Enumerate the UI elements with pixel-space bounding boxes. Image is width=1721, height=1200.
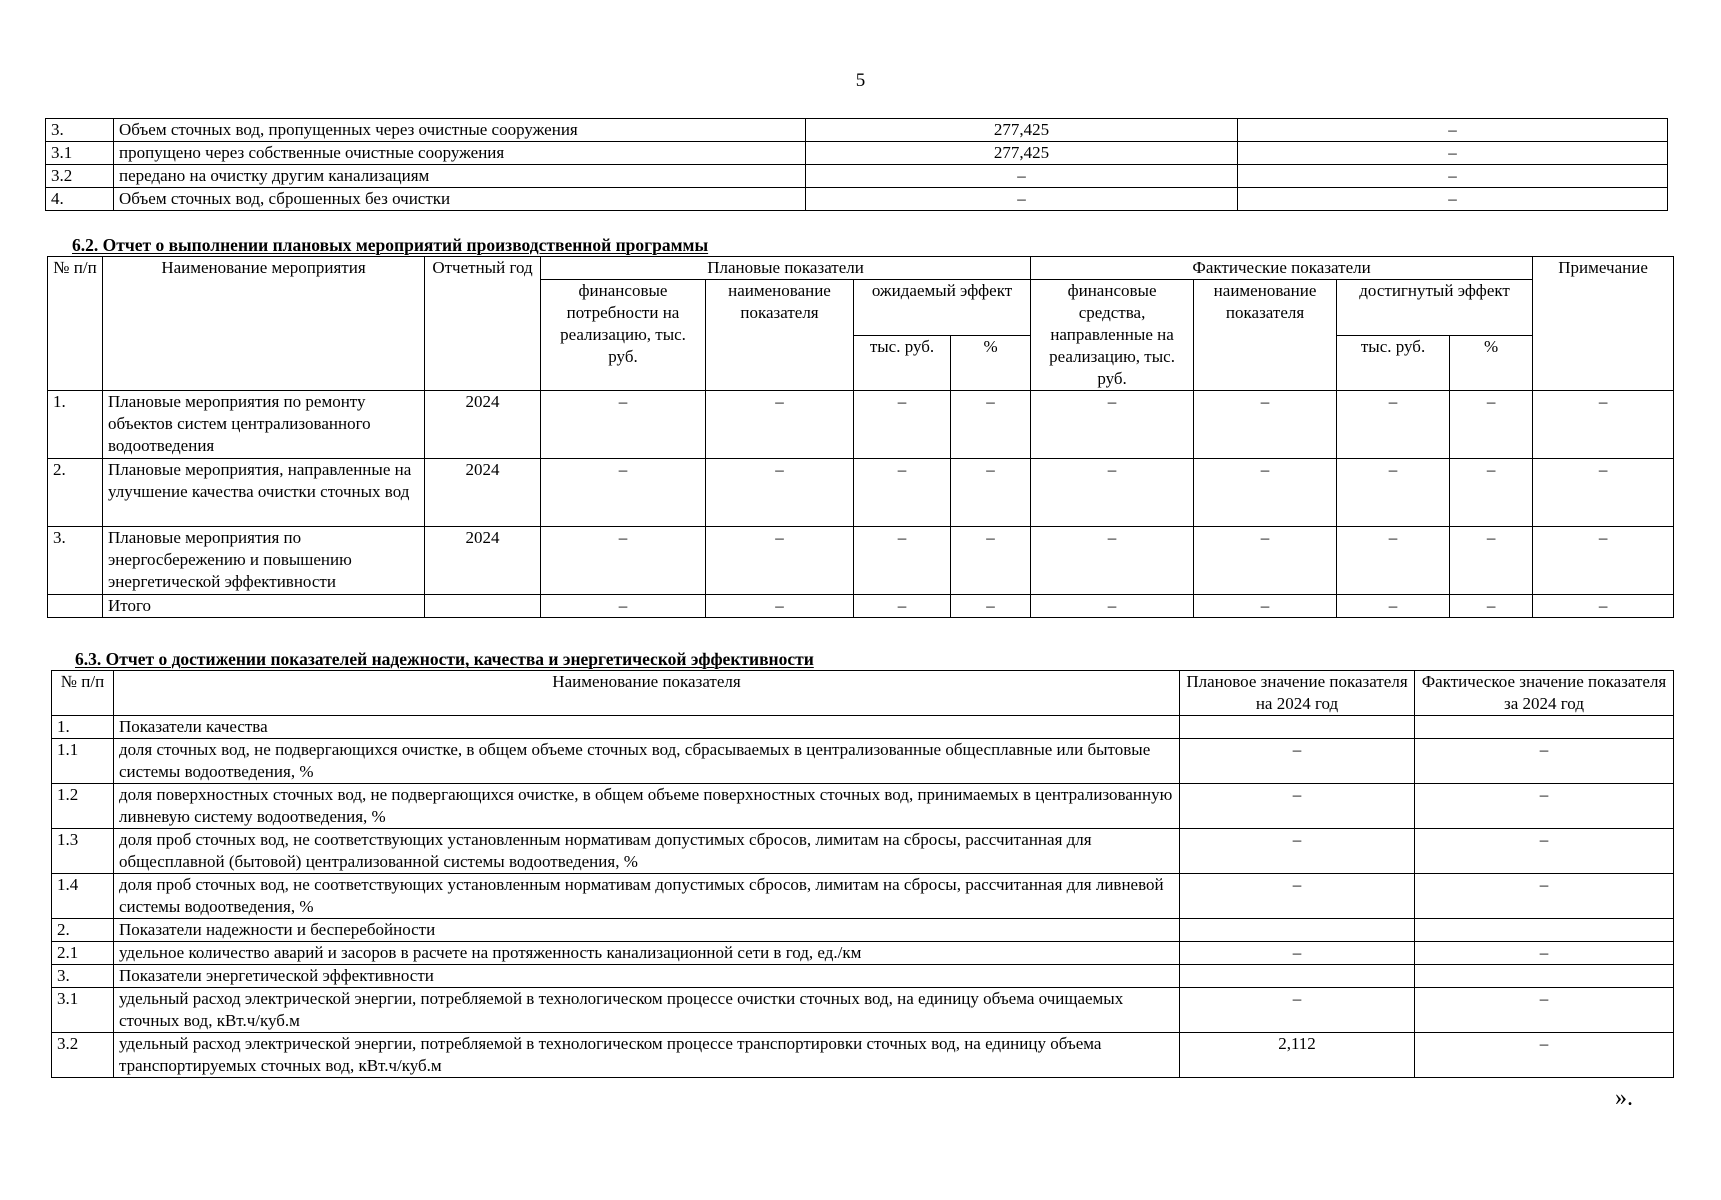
row-number: 4. [46, 188, 114, 211]
wastewater-volume-table [45, 118, 1668, 211]
value-cell: – [1194, 391, 1337, 459]
actual-value: – [1415, 1033, 1674, 1078]
value-cell: – [1450, 391, 1533, 459]
row-number: 3.1 [52, 988, 114, 1033]
value-cell: – [706, 595, 854, 618]
measure-name: Плановые мероприятия по энергосбережению и повышению энергетической эффективности [103, 527, 425, 595]
value-cell: – [706, 391, 854, 459]
actual-value: – [1415, 874, 1674, 919]
row-number: 3. [48, 527, 103, 595]
value-cell: – [541, 527, 706, 595]
row-name: передано на очистку другим канализациям [114, 165, 806, 188]
value-cell: – [1194, 527, 1337, 595]
note-cell: – [1533, 595, 1674, 618]
value-cell: – [706, 459, 854, 527]
table-row [46, 142, 1668, 165]
row-number: 3.2 [52, 1033, 114, 1078]
table-row [52, 965, 1674, 988]
report-year: 2024 [425, 459, 541, 527]
planned-value: – [806, 165, 1238, 188]
col-header-actual-finance: финансовые средства, направленные на реализацию, тыс. руб. [1031, 280, 1194, 391]
value-cell: – [1450, 527, 1533, 595]
planned-value: – [1180, 988, 1415, 1033]
table-total-row [48, 595, 1674, 618]
value-cell: – [1194, 459, 1337, 527]
row-number [48, 595, 103, 618]
value-cell: – [854, 595, 951, 618]
section-6-2-heading: 6.2. Отчет о выполнении плановых мероприятий производственной программы [72, 235, 709, 255]
col-header-planned-value: Плановое значение показателя на 2024 год [1180, 671, 1415, 716]
value-cell: – [854, 459, 951, 527]
row-number: 1.4 [52, 874, 114, 919]
indicator-name: удельное количество аварий и засоров в расчете на протяженность канализационной сети в год, ед./км [114, 942, 1180, 965]
row-number: 1.2 [52, 784, 114, 829]
reliability-indicators-table [51, 670, 1674, 1078]
col-header-planned-indicator: наименование показателя [706, 280, 854, 391]
report-year [425, 595, 541, 618]
value-cell: – [1031, 527, 1194, 595]
col-header-actual-value: Фактическое значение показателя за 2024 год [1415, 671, 1674, 716]
col-header-thousand-rub: тыс. руб. [1337, 335, 1450, 391]
note-cell: – [1533, 459, 1674, 527]
table-row [52, 942, 1674, 965]
value-cell: – [951, 459, 1031, 527]
row-name: Объем сточных вод, сброшенных без очистки [114, 188, 806, 211]
value-cell: – [1031, 595, 1194, 618]
section-6-3-heading: 6.3. Отчет о достижении показателей надежности, качества и энергетической эффективности [75, 649, 814, 669]
indicator-name: Показатели надежности и бесперебойности [114, 919, 1180, 942]
report-year: 2024 [425, 527, 541, 595]
row-name: пропущено через собственные очистные сооружения [114, 142, 806, 165]
value-cell: – [1337, 391, 1450, 459]
table-row [52, 874, 1674, 919]
value-cell: – [1031, 459, 1194, 527]
actual-value [1415, 716, 1674, 739]
col-header-number: № п/п [52, 671, 114, 716]
indicator-name: доля проб сточных вод, не соответствующих установленным нормативам допустимых сбросов, лимитам на сбросы, рассчитанная для ливневой системы водоотведения, % [114, 874, 1180, 919]
row-number: 1.3 [52, 829, 114, 874]
row-number: 2.1 [52, 942, 114, 965]
table-row [46, 188, 1668, 211]
value-cell: – [951, 595, 1031, 618]
planned-value: – [1180, 784, 1415, 829]
table-row [46, 119, 1668, 142]
actual-value: – [1238, 142, 1668, 165]
col-header-planned: Плановые показатели [541, 257, 1031, 280]
value-cell: – [1337, 595, 1450, 618]
value-cell: – [541, 595, 706, 618]
planned-value [1180, 965, 1415, 988]
table-row [52, 1033, 1674, 1078]
actual-value: – [1415, 739, 1674, 784]
value-cell: – [541, 459, 706, 527]
row-number: 1.1 [52, 739, 114, 784]
value-cell: – [706, 527, 854, 595]
col-header-number: № п/п [48, 257, 103, 391]
actual-value: – [1415, 784, 1674, 829]
indicator-name: Показатели энергетической эффективности [114, 965, 1180, 988]
row-number: 1. [52, 716, 114, 739]
value-cell: – [1194, 595, 1337, 618]
actual-value: – [1238, 188, 1668, 211]
actual-value: – [1415, 988, 1674, 1033]
row-name: Объем сточных вод, пропущенных через очистные сооружения [114, 119, 806, 142]
measure-name: Плановые мероприятия, направленные на улучшение качества очистки сточных вод [103, 459, 425, 527]
indicator-name: доля проб сточных вод, не соответствующих установленным нормативам допустимых сбросов, лимитам на сбросы, рассчитанная для общесплавной (бытовой) централизованной системы водоотведения, % [114, 829, 1180, 874]
actual-value: – [1415, 829, 1674, 874]
table-row [52, 739, 1674, 784]
page-number: 5 [855, 70, 866, 91]
value-cell: – [541, 391, 706, 459]
indicator-name: удельный расход электрической энергии, потребляемой в технологическом процессе транспортировки сточных вод, на единицу объема транспортируемых сточных вод, кВт.ч/куб.м [114, 1033, 1180, 1078]
table-row [48, 527, 1674, 595]
table-row [52, 784, 1674, 829]
row-number: 3.2 [46, 165, 114, 188]
value-cell: – [854, 527, 951, 595]
row-number: 3. [52, 965, 114, 988]
col-header-percent: % [1450, 335, 1533, 391]
value-cell: – [1337, 527, 1450, 595]
planned-value: – [806, 188, 1238, 211]
value-cell: – [1450, 595, 1533, 618]
table-row [48, 391, 1674, 459]
table-row [52, 829, 1674, 874]
note-cell: – [1533, 527, 1674, 595]
planned-value: – [1180, 739, 1415, 784]
table-row [48, 459, 1674, 527]
value-cell: – [1031, 391, 1194, 459]
planned-value: 277,425 [806, 119, 1238, 142]
col-header-actual: Фактические показатели [1031, 257, 1533, 280]
planned-value [1180, 716, 1415, 739]
planned-value: 277,425 [806, 142, 1238, 165]
col-header-planned-finance: финансовые потребности на реализацию, тыс. руб. [541, 280, 706, 391]
value-cell: – [951, 391, 1031, 459]
indicator-name: Показатели качества [114, 716, 1180, 739]
row-number: 3. [46, 119, 114, 142]
planned-value: 2,112 [1180, 1033, 1415, 1078]
actual-value: – [1238, 165, 1668, 188]
col-header-measure-name: Наименование мероприятия [103, 257, 425, 391]
actual-value [1415, 965, 1674, 988]
closing-quote-mark: ». [1615, 1085, 1633, 1111]
planned-measures-table [47, 256, 1674, 618]
total-label: Итого [103, 595, 425, 618]
table-row [52, 919, 1674, 942]
col-header-achieved-effect: достигнутый эффект [1337, 280, 1533, 336]
col-header-expected-effect: ожидаемый эффект [854, 280, 1031, 336]
value-cell: – [951, 527, 1031, 595]
value-cell: – [854, 391, 951, 459]
row-number: 3.1 [46, 142, 114, 165]
table-row [52, 988, 1674, 1033]
row-number: 1. [48, 391, 103, 459]
planned-value: – [1180, 874, 1415, 919]
value-cell: – [1337, 459, 1450, 527]
col-header-year: Отчетный год [425, 257, 541, 391]
table-row [46, 165, 1668, 188]
note-cell: – [1533, 391, 1674, 459]
col-header-note: Примечание [1533, 257, 1674, 391]
indicator-name: доля сточных вод, не подвергающихся очистке, в общем объеме сточных вод, сбрасываемых в централизованные общесплавные или бытовые системы водоотведения, % [114, 739, 1180, 784]
row-number: 2. [52, 919, 114, 942]
planned-value: – [1180, 829, 1415, 874]
col-header-indicator-name: Наименование показателя [114, 671, 1180, 716]
report-year: 2024 [425, 391, 541, 459]
measure-name: Плановые мероприятия по ремонту объектов систем централизованного водоотведения [103, 391, 425, 459]
col-header-percent: % [951, 335, 1031, 391]
actual-value [1415, 919, 1674, 942]
planned-value: – [1180, 942, 1415, 965]
value-cell: – [1450, 459, 1533, 527]
actual-value: – [1238, 119, 1668, 142]
actual-value: – [1415, 942, 1674, 965]
col-header-actual-indicator: наименование показателя [1194, 280, 1337, 391]
indicator-name: удельный расход электрической энергии, потребляемой в технологическом процессе очистки сточных вод, на единицу объема очищаемых сточных вод, кВт.ч/куб.м [114, 988, 1180, 1033]
indicator-name: доля поверхностных сточных вод, не подвергающихся очистке, в общем объеме поверхностных сточных вод, принимаемых в централизованную ливневую систему водоотведения, % [114, 784, 1180, 829]
row-number: 2. [48, 459, 103, 527]
planned-value [1180, 919, 1415, 942]
col-header-thousand-rub: тыс. руб. [854, 335, 951, 391]
table-row [52, 716, 1674, 739]
